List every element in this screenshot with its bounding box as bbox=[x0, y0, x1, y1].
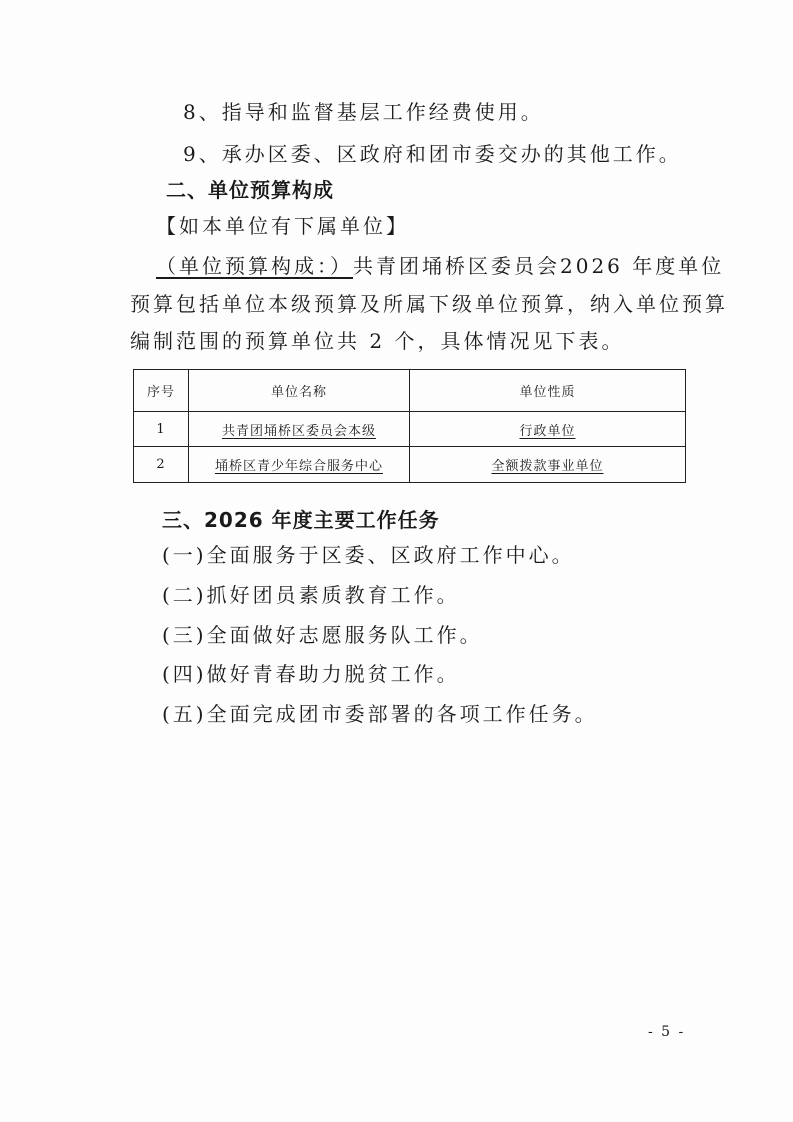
duty-item-8: 8、指导和监督基层工作经费使用。 bbox=[183, 100, 544, 124]
row-name: 共青团埇桥区委员会本级 bbox=[221, 423, 376, 439]
table-row bbox=[134, 412, 686, 447]
table-header-row bbox=[134, 370, 686, 412]
header-type: 单位性质 bbox=[410, 370, 686, 412]
subordinate-note: 【如本单位有下属单位】 bbox=[156, 214, 409, 238]
task-item: (二)抓好团员素质教育工作。 bbox=[162, 583, 460, 607]
task-item: (四)做好青春助力脱贫工作。 bbox=[162, 662, 460, 686]
row-type: 全额拨款事业单位 bbox=[491, 459, 604, 474]
header-no: 序号 bbox=[134, 370, 189, 412]
budget-intro-prefix: （单位预算构成：） bbox=[156, 254, 353, 278]
section-2-heading: 二、单位预算构成 bbox=[166, 178, 334, 202]
unit-table bbox=[133, 369, 686, 483]
page-number: - 5 - bbox=[648, 1024, 686, 1040]
header-name: 单位名称 bbox=[189, 370, 410, 412]
row-no: 2 bbox=[134, 447, 189, 483]
row-name: 埇桥区青少年综合服务中心 bbox=[214, 459, 383, 474]
row-type: 行政单位 bbox=[519, 423, 576, 439]
task-item: (一)全面服务于区委、区政府工作中心。 bbox=[162, 543, 575, 567]
task-item: (三)全面做好志愿服务队工作。 bbox=[162, 623, 483, 647]
table-row bbox=[134, 447, 686, 483]
duty-item-9: 9、承办区委、区政府和团市委交办的其他工作。 bbox=[183, 142, 682, 166]
section-3-heading: 三、2026 年度主要工作任务 bbox=[162, 508, 440, 532]
budget-intro-line-1 bbox=[156, 252, 724, 280]
row-no: 1 bbox=[134, 412, 189, 447]
budget-intro-line-2: 预算包括单位本级预算及所属下级单位预算，纳入单位预算 bbox=[130, 292, 728, 316]
budget-intro-text-1: 共青团埇桥区委员会2026 年度单位 bbox=[353, 254, 725, 278]
task-item: (五)全面完成团市委部署的各项工作任务。 bbox=[162, 702, 598, 726]
budget-intro-line-3: 编制范围的预算单位共 2 个，具体情况见下表。 bbox=[130, 329, 625, 353]
